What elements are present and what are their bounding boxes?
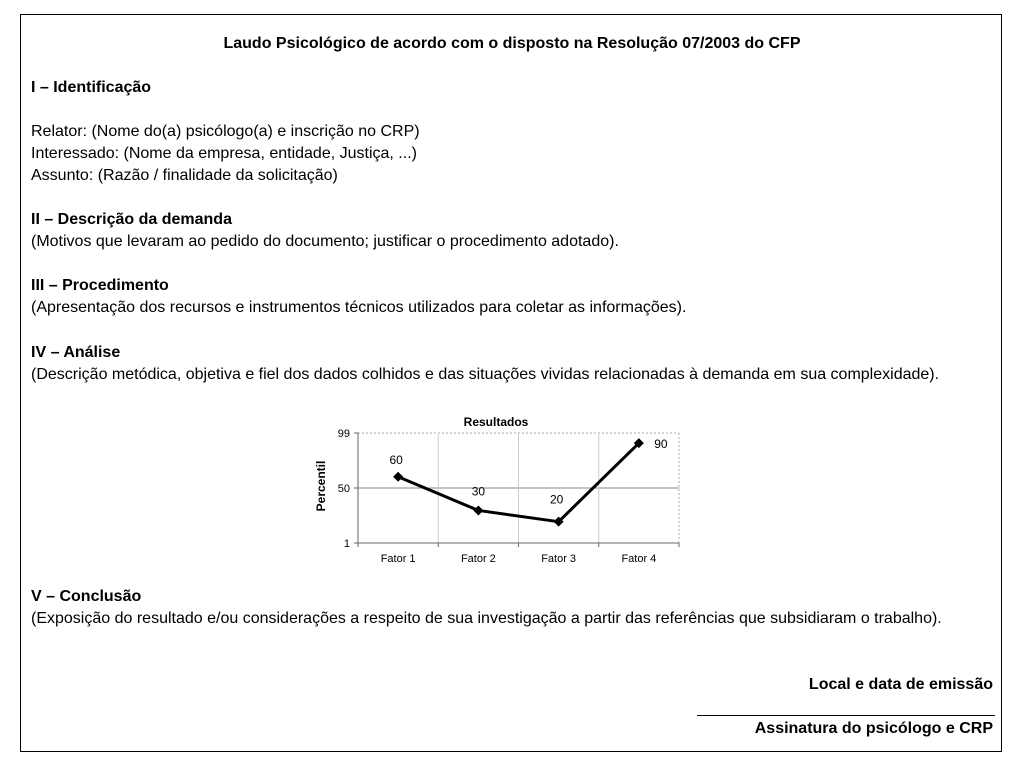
chart-title: Resultados: [463, 415, 529, 429]
x-tick-label: Fator 1: [380, 553, 416, 565]
relator-line: Relator: (Nome do(a) psicólogo(a) e inscrição no CRP): [31, 123, 420, 140]
data-label: 90: [654, 437, 668, 452]
signature-label: Assinatura do psicólogo e CRP: [754, 720, 993, 737]
data-point-marker: [393, 472, 403, 482]
x-tick-label: Fator 3: [541, 553, 577, 565]
heading-analise: IV – Análise: [31, 344, 121, 361]
demanda-text: (Motivos que levaram ao pedido do documento; justificar o procedimento adotado).: [31, 233, 619, 250]
document-title: Laudo Psicológico de acordo com o disposto na Resolução 07/2003 do CFP: [223, 35, 801, 52]
y-tick-label: 99: [337, 428, 350, 440]
heading-procedimento: III – Procedimento: [31, 277, 169, 294]
assunto-line: Assunto: (Razão / finalidade da solicitação): [31, 167, 338, 184]
y-tick-label: 50: [337, 483, 350, 495]
local-data-emissao: Local e data de emissão: [808, 676, 993, 693]
y-tick-label: 1: [343, 538, 350, 550]
document-frame: [20, 14, 1002, 752]
interessado-line: Interessado: (Nome da empresa, entidade, Justiça, ...): [31, 145, 417, 162]
procedimento-text: (Apresentação dos recursos e instrumentos técnicos utilizados para coletar as informações).: [31, 299, 687, 316]
x-tick-label: Fator 2: [460, 553, 496, 565]
heading-identificacao: I – Identificação: [31, 79, 152, 96]
analise-text: (Descrição metódica, objetiva e fiel dos dados colhidos e das situações vividas relacionadas à demanda em sua complexidade).: [31, 366, 940, 383]
data-label: 30: [471, 484, 486, 499]
heading-demanda: II – Descrição da demanda: [31, 211, 232, 228]
conclusao-text: (Exposição do resultado e/ou considerações a respeito de sua investigação a partir das referências que subsidiaram o trabalho).: [31, 610, 942, 627]
chart-ylabel: Percentil: [314, 460, 328, 512]
data-point-marker: [473, 505, 483, 515]
results-chart: [290, 398, 690, 570]
data-label: 60: [389, 452, 403, 467]
x-tick-label: Fator 4: [621, 553, 657, 565]
heading-conclusao: V – Conclusão: [31, 588, 142, 605]
data-label: 20: [549, 492, 564, 507]
signature-line: [697, 715, 995, 716]
